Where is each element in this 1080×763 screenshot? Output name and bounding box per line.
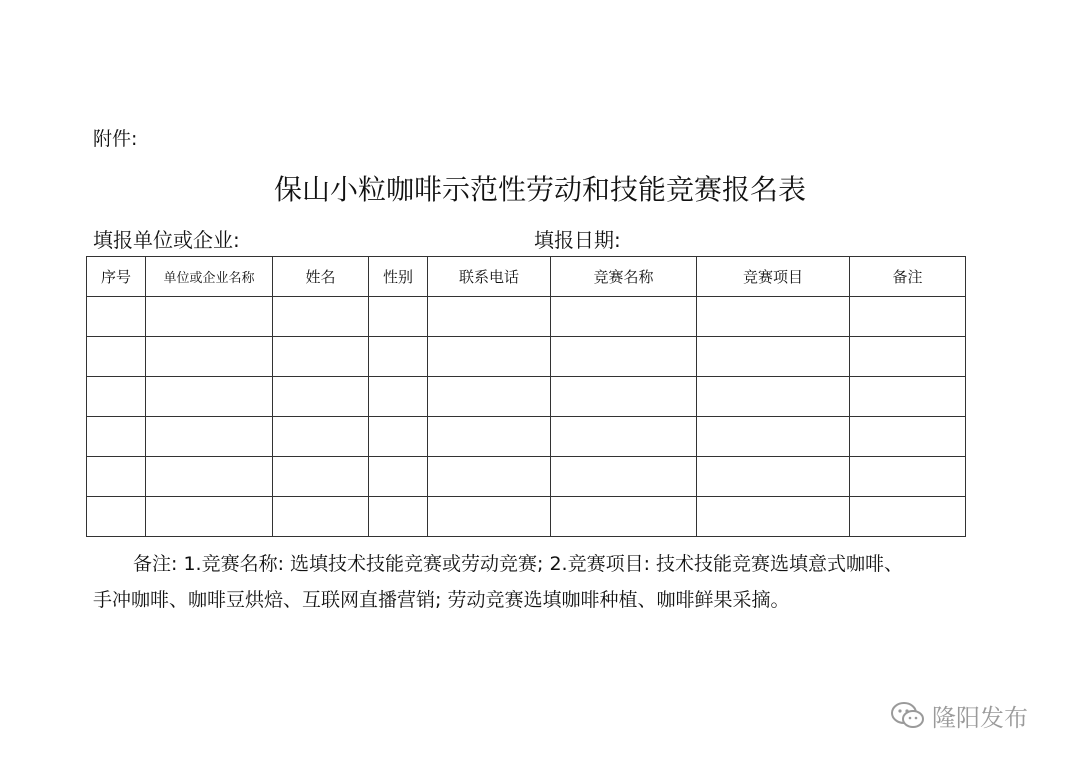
table-cell[interactable] <box>850 417 966 457</box>
table-cell[interactable] <box>273 297 369 337</box>
header-name: 姓名 <box>273 257 369 297</box>
header-phone: 联系电话 <box>428 257 551 297</box>
header-remarks: 备注 <box>850 257 966 297</box>
table-cell[interactable] <box>428 297 551 337</box>
table-cell[interactable] <box>273 337 369 377</box>
table-cell[interactable] <box>146 297 273 337</box>
table-cell[interactable] <box>697 497 850 537</box>
header-contest-name: 竞赛名称 <box>551 257 697 297</box>
table-cell[interactable] <box>850 457 966 497</box>
header-gender: 性别 <box>369 257 428 297</box>
table-cell[interactable] <box>146 457 273 497</box>
wechat-icon <box>890 701 926 731</box>
table-cell[interactable] <box>146 377 273 417</box>
table-cell[interactable] <box>146 337 273 377</box>
table-cell[interactable] <box>697 377 850 417</box>
header-unit-name: 单位或企业名称 <box>146 257 273 297</box>
table-cell[interactable] <box>551 497 697 537</box>
table-cell[interactable] <box>87 297 146 337</box>
table-cell[interactable] <box>87 377 146 417</box>
table-cell[interactable] <box>850 377 966 417</box>
table-cell[interactable] <box>551 337 697 377</box>
table-cell[interactable] <box>551 297 697 337</box>
header-contest-item: 竞赛项目 <box>697 257 850 297</box>
table-row <box>87 297 966 337</box>
table-cell[interactable] <box>428 417 551 457</box>
table-cell[interactable] <box>87 417 146 457</box>
table-cell[interactable] <box>273 377 369 417</box>
table-cell[interactable] <box>428 377 551 417</box>
watermark <box>890 698 1028 733</box>
table-cell[interactable] <box>697 417 850 457</box>
table-cell[interactable] <box>551 457 697 497</box>
table-cell[interactable] <box>369 417 428 457</box>
page-title: 保山小粒咖啡示范性劳动和技能竞赛报名表 <box>273 173 806 206</box>
table-cell[interactable] <box>850 497 966 537</box>
remarks-note <box>93 546 998 618</box>
table-row <box>87 337 966 377</box>
table-cell[interactable] <box>551 377 697 417</box>
table-cell[interactable] <box>697 297 850 337</box>
table-row <box>87 457 966 497</box>
table-cell[interactable] <box>428 497 551 537</box>
table-cell[interactable] <box>428 457 551 497</box>
table-cell[interactable] <box>273 457 369 497</box>
fill-unit-label: 填报单位或企业: <box>93 228 240 252</box>
table-cell[interactable] <box>87 337 146 377</box>
table-cell[interactable] <box>369 377 428 417</box>
header-index: 序号 <box>87 257 146 297</box>
attachment-label: 附件: <box>93 128 138 150</box>
remarks-line-2: 手冲咖啡、咖啡豆烘焙、互联网直播营销; 劳动竞赛选填咖啡种植、咖啡鲜果采摘。 <box>93 589 790 611</box>
fill-date-label: 填报日期: <box>534 228 621 252</box>
table-header-row <box>87 257 966 297</box>
table-cell[interactable] <box>273 417 369 457</box>
table-cell[interactable] <box>697 457 850 497</box>
table-cell[interactable] <box>87 497 146 537</box>
registration-table <box>86 256 966 537</box>
table-cell[interactable] <box>428 337 551 377</box>
table-cell[interactable] <box>146 417 273 457</box>
table-cell[interactable] <box>273 497 369 537</box>
table-cell[interactable] <box>369 457 428 497</box>
remarks-line-1: 备注: 1.竞赛名称: 选填技术技能竞赛或劳动竞赛; 2.竞赛项目: 技术技能竞赛选填意式咖啡、 <box>133 553 904 575</box>
table-cell[interactable] <box>369 297 428 337</box>
table-row <box>87 417 966 457</box>
table-cell[interactable] <box>369 337 428 377</box>
watermark-text: 隆阳发布 <box>932 704 1028 732</box>
table-cell[interactable] <box>146 497 273 537</box>
table-cell[interactable] <box>697 337 850 377</box>
table-cell[interactable] <box>850 337 966 377</box>
table-row <box>87 377 966 417</box>
table-cell[interactable] <box>87 457 146 497</box>
table-cell[interactable] <box>369 497 428 537</box>
table-cell[interactable] <box>850 297 966 337</box>
table-row <box>87 497 966 537</box>
table-cell[interactable] <box>551 417 697 457</box>
